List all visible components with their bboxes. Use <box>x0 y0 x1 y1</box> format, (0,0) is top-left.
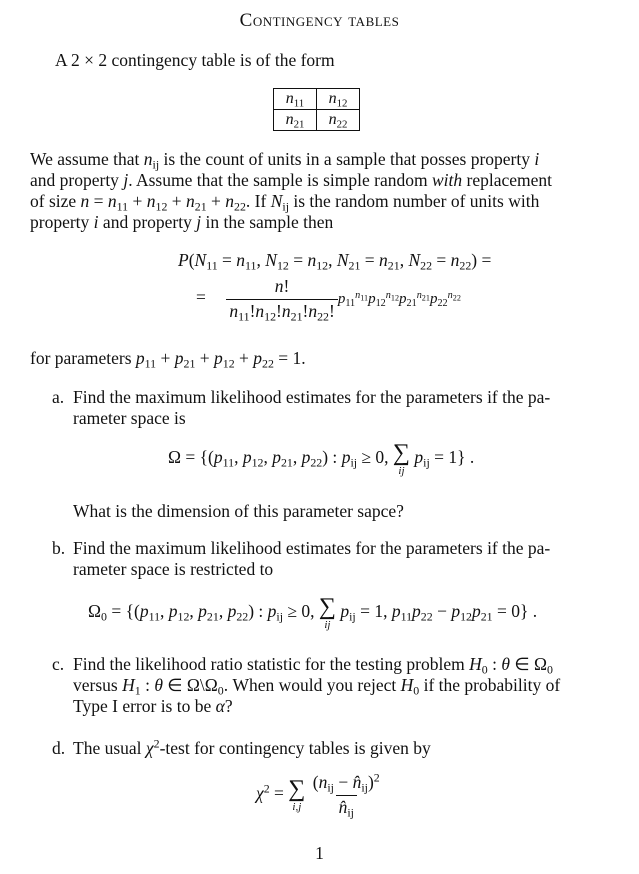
contingency-table <box>273 88 360 131</box>
table-row <box>274 89 360 110</box>
multinomial-coefficient: $\frac{n!}{n_{11}!n_{12}!n_{21}!n_{22}!}$ <box>226 276 337 322</box>
item-c-text-line-1: Find the likelihood ratio statistic for the testing problem $H_0$ : θ ∈ $\Omega_0$ <box>73 654 553 677</box>
item-a-label: a. <box>52 387 65 407</box>
probability-equation-lhs: $P(N_{11} = n_{11}$, $N_{12} = n_{12}$, $N_{21} = n_{21}$, $N_{22} = n_{22}$) = <box>178 250 492 273</box>
paragraph-line-2: and property j. Assume that the sample is simple random with replacement <box>30 170 553 190</box>
item-a-text-line-2: rameter space is <box>73 408 186 428</box>
table-cell: $n_{11}$ <box>274 89 317 110</box>
item-b-label: b. <box>52 538 66 558</box>
chi-square-equation: $\chi^2$ = ∑ i,j $\frac{(n_{ij} - n̂_{ij})^2}{n̂_{ij}}$ <box>256 770 380 820</box>
table-cell: $n_{21}$ <box>274 110 317 131</box>
item-b-text-line-2: rameter space is restricted to <box>73 559 274 579</box>
paragraph-line-3: of size $n = n_{11} + n_{12} + n_{21} + n_{22}$. If $N_{ij}$ is the random number of units with <box>30 191 540 214</box>
item-a-text-line-1: Find the maximum likelihood estimates for the parameters if the pa- <box>73 387 551 407</box>
item-d-label: d. <box>52 738 66 758</box>
item-d-text-line-1: The usual $\chi^2$-test for contingency tables is given by <box>73 736 431 758</box>
probability-equation-rhs: = $\frac{n!}{n_{11}!n_{12}!n_{21}!n_{22}!}$ $p_{11}^{n_{11}}p_{12}^{n_{12}}p_{21}^{n_{21}}p_{22}^{n_{22}}$ <box>196 276 461 324</box>
table-row <box>274 110 360 131</box>
intro-text: A 2 × 2 contingency table is of the form <box>55 50 335 70</box>
page-title: Contingency tables <box>239 10 400 31</box>
parameter-constraint: for parameters $p_{11} + p_{21} + p_{12} + p_{22} = 1$. <box>30 348 306 371</box>
table-cell: $n_{12}$ <box>317 89 360 110</box>
item-c-text-line-3: Type I error is to be α? <box>73 696 233 716</box>
omega-equation: $\Omega = \{(p_{11}$, $p_{12}$, $p_{21}$, $p_{22}$) : $p_{ij} \ge 0$, ∑ ij $p_{ij} = 1$} . <box>168 440 475 477</box>
table-cell: $n_{22}$ <box>317 110 360 131</box>
item-c-label: c. <box>52 654 65 674</box>
paragraph-line-1: We assume that $n_{ij}$ is the count of units in a sample that posses property i <box>30 149 540 172</box>
item-c-text-line-2: versus $H_1$ : θ ∈ $\Omega\backslash\Omega_0$. When would you reject $H_0$ if the probability of <box>73 675 561 698</box>
paragraph-line-4: property i and property j in the sample then <box>30 212 334 232</box>
item-b-text-line-1: Find the maximum likelihood estimates for the parameters if the pa- <box>73 538 551 558</box>
page-number: 1 <box>315 843 324 863</box>
item-a-followup: What is the dimension of this parameter sapce? <box>73 501 404 521</box>
omega-zero-equation: $\Omega_0 = \{(p_{11}$, $p_{12}$, $p_{21}$, $p_{22}$) : $p_{ij} \ge 0$, ∑ ij $p_{ij} = 1$, $p_{11}p_{22} - p_{12}p_{21} = 0$} . <box>88 594 538 631</box>
